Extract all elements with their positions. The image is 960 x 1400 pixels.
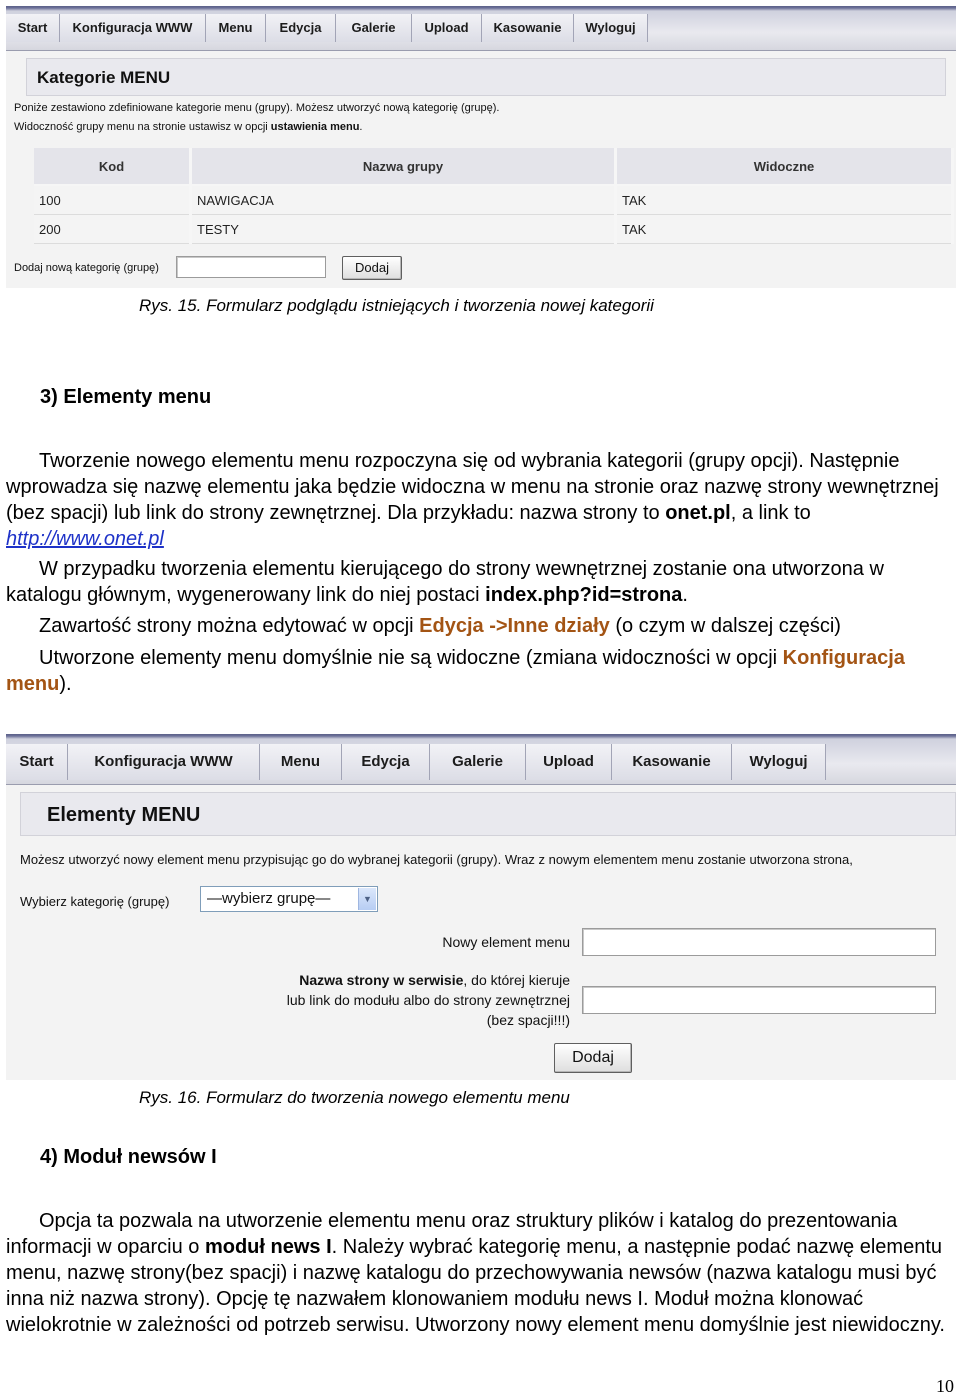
section-3-paragraph-4: Utworzone elementy menu domyślnie nie są widoczne (zmiana widoczności w opcji Konfiguracja menu). [6,647,905,695]
admin-navbar [6,6,956,51]
categories-table [34,148,954,244]
nav-start[interactable]: Start [6,14,60,42]
nav-upload[interactable]: Upload [412,14,482,42]
nav-edycja[interactable]: Edycja [266,14,336,42]
nav-konfiguracja-www[interactable]: Konfiguracja WWW [68,744,260,780]
menu-reference-edycja: Edycja ->Inne działy [419,615,610,637]
column-header-nazwa-grupy: Nazwa grupy [191,148,616,185]
column-header-widoczne: Widoczne [616,148,953,185]
section-4-paragraph: Opcja ta pozwala na utworzenie elementu menu oraz struktury plików i katalog do prezentowania informacji w oparciu o moduł news I. Należy wybrać kategorię menu, a następnie podać nazwę elementu menu, nazwę strony(bez spacji) i nazwę katalogu do przechowywania newsów (nazwa katalogu musi być inna niż nazwa strony). Opcję tę nazwałem klonowaniem modułu news I. Moduł można klonować wielokrotnie w zależności od potrzeb serwisu. Utworzony nowy element menu domyślnie jest niewidoczny. [6,1210,945,1336]
nav-wyloguj[interactable]: Wyloguj [732,744,826,780]
nav-menu[interactable]: Menu [260,744,342,780]
chevron-down-icon[interactable]: ▼ [358,888,376,910]
page-number: 10 [936,1376,954,1396]
table-row [34,185,953,215]
nav-kasowanie[interactable]: Kasowanie [482,14,574,42]
nav-galerie[interactable]: Galerie [336,14,412,42]
add-category-input[interactable] [176,256,326,278]
figure-16-caption: Rys. 16. Formularz do tworzenia nowego elementu menu [139,1088,570,1107]
cell-kod: 200 [34,215,191,244]
nav-menu[interactable]: Menu [206,14,266,42]
info-line-2: Widoczność grupy menu na stronie ustawisz w opcji ustawienia menu. [14,121,363,133]
nav-wyloguj[interactable]: Wyloguj [574,14,648,42]
new-element-input[interactable] [582,928,936,956]
cell-nazwa-grupy: NAWIGACJA [191,185,616,215]
column-header-kod: Kod [34,148,191,185]
section-3-paragraph-2: W przypadku tworzenia elementu kierującego do strony wewnętrznej zostanie ona utworzona w katalogu głównym, wygenerowany link do niej postaci index.php?id=strona. [6,558,884,606]
new-element-label: Nowy element menu [442,934,570,950]
section-3-paragraph-3: Zawartość strony można edytować w opcji Edycja ->Inne działy (o czym w dalszej części) [39,615,841,637]
add-element-button[interactable]: Dodaj [554,1043,632,1073]
select-category-label: Wybierz kategorię (grupę) [20,894,170,909]
cell-widoczne: TAK [616,215,953,244]
figure-categories-screenshot [6,6,956,288]
nav-galerie[interactable]: Galerie [430,744,526,780]
section-3-heading: 3) Elementy menu [40,386,212,408]
cell-nazwa-grupy: TESTY [191,215,616,244]
page-name-input[interactable] [582,986,936,1014]
info-line-1: Poniże zestawiono zdefiniowane kategorie menu (grupy). Możesz utworzyć nową kategorię (grupę). [14,102,500,114]
admin-navbar [6,734,956,785]
panel-title: Elementy MENU [20,792,956,836]
nav-konfiguracja-www[interactable]: Konfiguracja WWW [60,14,206,42]
panel-title: Kategorie MENU [26,58,946,96]
nav-edycja[interactable]: Edycja [342,744,430,780]
section-3-paragraph-1: Tworzenie nowego elementu menu rozpoczyna się od wybrania kategorii (grupy opcji). Następnie wprowadza się nazwę elementu jaka będzie widoczna w menu na stronie oraz nazwę strony wewnętrznej (bez spacji) lub link do strony zewnętrznej. Dla przykładu: nazwa strony to onet.pl, a link to http://www.onet.pl [6,450,939,550]
cell-kod: 100 [34,185,191,215]
category-select[interactable] [200,886,378,912]
section-4-heading: 4) Moduł newsów I [40,1146,217,1168]
nav-upload[interactable]: Upload [526,744,612,780]
page-name-label: Nazwa strony w serwisie, do której kieruje lub link do modułu albo do strony zewnętrznej (bez spacji!!!) [286,972,570,1028]
category-select-value: —wybierz grupę— [207,890,331,907]
nav-start[interactable]: Start [6,744,68,780]
onet-link[interactable]: http://www.onet.pl [6,528,164,550]
info-line: Możesz utworzyć nowy element menu przypisując go do wybranej kategorii (grupy). Wraz z nowym elementem menu zostanie utworzona strona, [20,852,853,867]
table-header-row [34,148,953,185]
nav-kasowanie[interactable]: Kasowanie [612,744,732,780]
add-category-button[interactable]: Dodaj [342,256,402,280]
add-category-label: Dodaj nową kategorię (grupę) [14,262,159,274]
figure-menu-elements-screenshot [6,734,956,1080]
menu-reference-konfiguracja: Konfiguracja menu [6,647,905,695]
table-row [34,215,953,244]
figure-15-caption: Rys. 15. Formularz podglądu istniejących i tworzenia nowej kategorii [139,296,654,315]
cell-widoczne: TAK [616,185,953,215]
